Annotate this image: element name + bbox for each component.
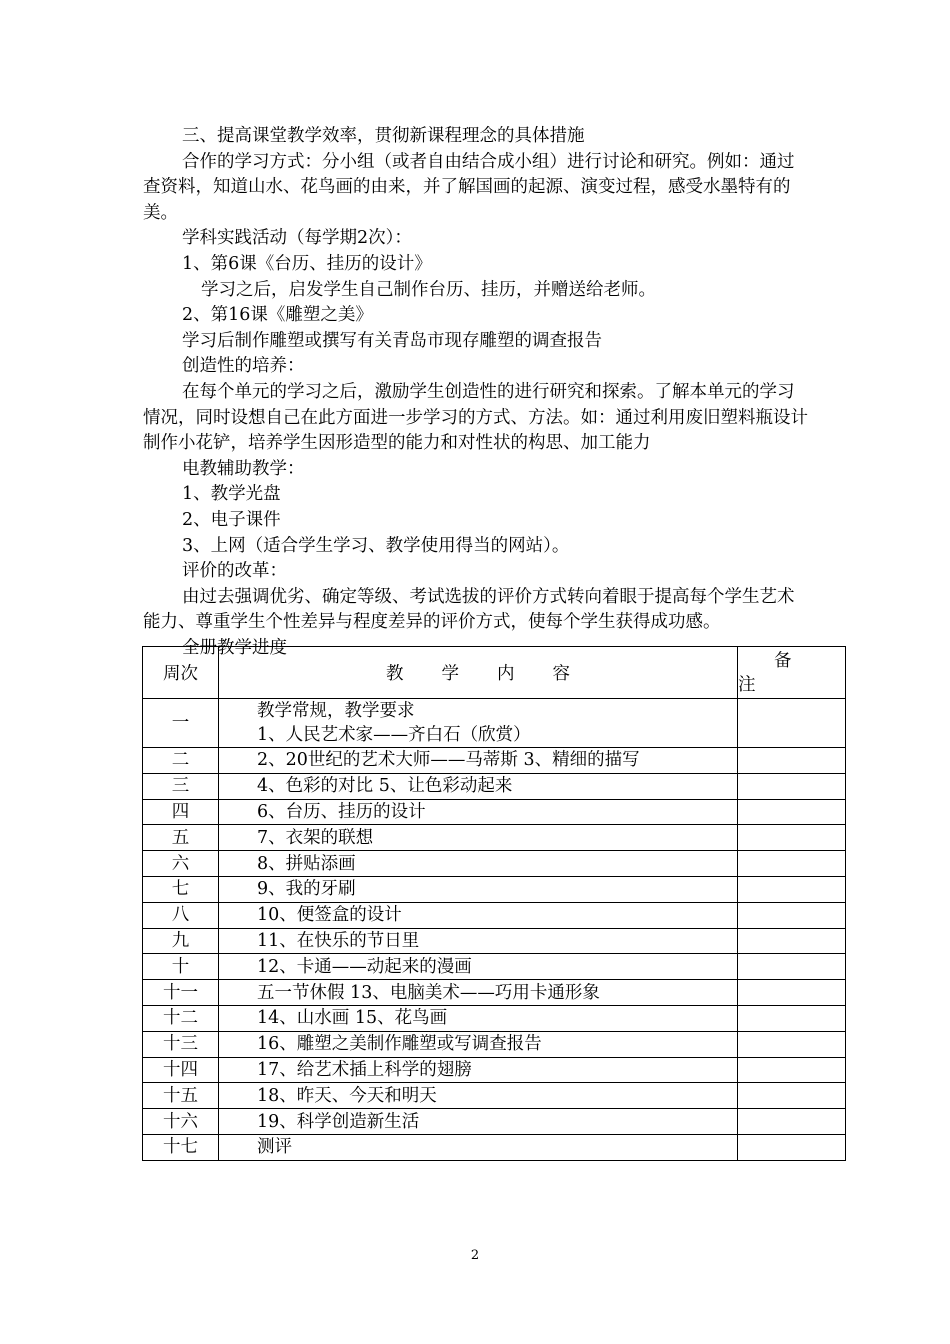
week-cell: 十六 <box>143 1109 219 1135</box>
header-note-line2: 注 <box>738 674 756 695</box>
content-cell: 12、卡通——动起来的漫画 <box>219 954 738 980</box>
paragraph: 合作的学习方式：分小组（或者自由结合成小组）进行讨论和研究。例如：通过查资料，知道山水、花鸟画的由来，并了解国画的起源、演变过程，感受水墨特有的美。 <box>143 151 795 223</box>
paragraph: 学科实践活动（每学期2次）： <box>182 228 412 249</box>
note-cell <box>738 954 846 980</box>
note-cell <box>738 1083 846 1109</box>
content-cell: 19、科学创造新生活 <box>219 1109 738 1135</box>
week-cell: 七 <box>143 876 219 902</box>
note-cell <box>738 851 846 877</box>
week-cell: 五 <box>143 825 219 851</box>
paragraph: 1、教学光盘 <box>182 484 281 505</box>
content-cell: 2、20世纪的艺术大师——马蒂斯 3、精细的描写 <box>219 748 738 774</box>
paragraph: 创造性的培养： <box>182 356 305 377</box>
content-line: 1、人民艺术家——齐白石（欣赏） <box>257 725 531 745</box>
note-cell <box>738 799 846 825</box>
week-cell: 十一 <box>143 980 219 1006</box>
content-cell: 14、山水画 15、花鸟画 <box>219 1005 738 1031</box>
content-cell: 10、便签盒的设计 <box>219 902 738 928</box>
content-cell: 6、台历、挂历的设计 <box>219 799 738 825</box>
content-cell: 7、衣架的联想 <box>219 825 738 851</box>
content-cell: 9、我的牙刷 <box>219 876 738 902</box>
table-row <box>143 876 846 902</box>
content-cell <box>219 699 738 748</box>
body-text <box>143 124 808 661</box>
week-cell: 四 <box>143 799 219 825</box>
table-row <box>143 1005 846 1031</box>
paragraph: 在每个单元的学习之后，激励学生创造性的进行研究和探索。了解本单元的学习情况，同时设想自己在此方面进一步学习的方式、方法。如：通过利用废旧塑料瓶设计制作小花铲，培养学生因形造型的能力和对性状的构思、加工能力 <box>143 381 808 454</box>
table-row <box>143 1109 846 1135</box>
table-row <box>143 851 846 877</box>
paragraph: 三、提高课堂教学效率，贯彻新课程理念的具体措施 <box>182 126 585 146</box>
header-content: 教学内容 <box>219 647 738 699</box>
note-cell <box>738 1031 846 1057</box>
table-header-row <box>143 647 846 699</box>
week-cell: 三 <box>143 773 219 799</box>
note-cell <box>738 902 846 928</box>
table-row <box>143 773 846 799</box>
header-week: 周次 <box>143 647 219 699</box>
table-row <box>143 928 846 954</box>
week-cell: 十三 <box>143 1031 219 1057</box>
week-cell: 十四 <box>143 1057 219 1083</box>
paragraph: 学习后制作雕塑或撰写有关青岛市现存雕塑的调查报告 <box>182 330 602 351</box>
week-cell: 十 <box>143 954 219 980</box>
table-row <box>143 980 846 1006</box>
note-cell <box>738 876 846 902</box>
content-cell: 4、色彩的对比 5、让色彩动起来 <box>219 773 738 799</box>
week-cell: 一 <box>143 699 219 748</box>
content-cell: 17、给艺术插上科学的翅膀 <box>219 1057 738 1083</box>
paragraph: 2、电子课件 <box>182 509 281 530</box>
content-line: 教学常规，教学要求 <box>257 701 415 721</box>
note-cell <box>738 928 846 954</box>
paragraph: 由过去强调优劣、确定等级、考试选拔的评价方式转向着眼于提高每个学生艺术能力、尊重学生个性差异与程度差异的评价方式，使每个学生获得成功感。 <box>143 586 795 633</box>
content-cell: 11、在快乐的节日里 <box>219 928 738 954</box>
table-row <box>143 799 846 825</box>
table-row <box>143 699 846 748</box>
content-cell: 18、昨天、今天和明天 <box>219 1083 738 1109</box>
note-cell <box>738 1057 846 1083</box>
paragraph: 评价的改革： <box>182 561 287 582</box>
note-cell <box>738 980 846 1006</box>
week-cell: 九 <box>143 928 219 954</box>
header-note <box>738 647 846 699</box>
paragraph: 3、上网（适合学生学习、教学使用得当的网站）。 <box>182 535 570 556</box>
table-row <box>143 748 846 774</box>
table-row <box>143 954 846 980</box>
paragraph: 全册教学进度 <box>182 637 287 658</box>
note-cell <box>738 699 846 748</box>
week-cell: 十二 <box>143 1005 219 1031</box>
table-row <box>143 1031 846 1057</box>
note-cell <box>738 773 846 799</box>
content-cell: 16、雕塑之美制作雕塑或写调查报告 <box>219 1031 738 1057</box>
week-cell: 十五 <box>143 1083 219 1109</box>
teaching-progress-table <box>142 646 846 1161</box>
week-cell: 八 <box>143 902 219 928</box>
paragraph: 学习之后，启发学生自己制作台历、挂历，并赠送给老师。 <box>201 279 656 300</box>
table-row <box>143 1134 846 1160</box>
content-cell: 8、拼贴添画 <box>219 851 738 877</box>
note-cell <box>738 1005 846 1031</box>
table-row <box>143 1057 846 1083</box>
page-number: 2 <box>470 1248 480 1263</box>
table-row <box>143 825 846 851</box>
table-row <box>143 902 846 928</box>
week-cell: 六 <box>143 851 219 877</box>
paragraph: 2、第16课《雕塑之美》 <box>182 305 373 326</box>
week-cell: 十七 <box>143 1134 219 1160</box>
paragraph: 电教辅助教学： <box>182 458 305 479</box>
note-cell <box>738 1134 846 1160</box>
content-cell: 测评 <box>219 1134 738 1160</box>
header-note-line1: 备 <box>774 650 792 671</box>
note-cell <box>738 1109 846 1135</box>
note-cell <box>738 825 846 851</box>
content-cell: 五一节休假 13、电脑美术——巧用卡通形象 <box>219 980 738 1006</box>
table-row <box>143 1083 846 1109</box>
note-cell <box>738 748 846 774</box>
paragraph: 1、第6课《台历、挂历的设计》 <box>182 253 432 274</box>
week-cell: 二 <box>143 748 219 774</box>
